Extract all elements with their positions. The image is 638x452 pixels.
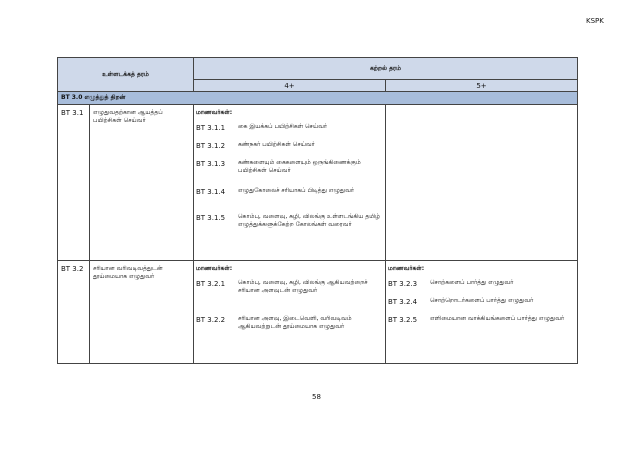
level-5-cell-empty	[386, 105, 578, 261]
content-standard-header: உள்ளடக்கத் தரம்	[58, 58, 194, 92]
item-code: BT 3.1.5	[196, 214, 226, 222]
list-item	[388, 279, 577, 297]
item-text: எளிமையான வாக்கியங்களைப் பார்த்து எழுதுவர்	[430, 315, 565, 322]
header-tag: KSPK	[586, 17, 604, 25]
list-item	[196, 213, 385, 229]
item-text: கை இயக்கப் பயிற்சிகள் செய்வர்	[238, 123, 328, 130]
row-description: எழுதுவதற்கான ஆயத்தப் பயிற்சிகள் செய்வர்	[90, 105, 194, 261]
item-text: எழுதுகோலைச் சரியாகப் பிடித்து எழுதுவர்	[238, 187, 354, 194]
item-text: கண்களையும் கைகளையும் ஒருங்கிணைக்கும் பயிற்சிகள் செய்வர்	[238, 159, 361, 174]
list-item	[196, 141, 385, 159]
item-code: BT 3.1.4	[196, 188, 226, 196]
page-number: 58	[312, 393, 321, 401]
list-item	[196, 123, 385, 141]
list-item	[196, 315, 385, 331]
learning-standard-header: கற்றல் தரம்	[194, 58, 578, 80]
item-code: BT 3.2.5	[388, 316, 418, 324]
section-title: BT 3.0 எழுத்துத் திறன்	[58, 92, 578, 105]
students-label: மாணவர்கள்:	[196, 265, 233, 272]
item-text: கொம்பு, வளைவு, சுழி, விலங்கு உள்ளடங்கிய தமிழ் எழுத்துக்களுக்கேற்ற கோலங்கள் வரைவர்	[238, 213, 380, 228]
item-code: BT 3.1.3	[196, 160, 226, 168]
list-item	[388, 315, 577, 324]
row-description: சரியான வரிவடிவத்துடன் தூய்மையாக எழுதுவர்	[90, 261, 194, 364]
item-code: BT 3.2.3	[388, 280, 418, 288]
item-code: BT 3.2.2	[196, 316, 226, 324]
students-label: மாணவர்கள்:	[388, 265, 425, 272]
level-5-header: 5+	[386, 80, 578, 92]
list-item	[388, 297, 577, 315]
item-text: கொம்பு, வளைவு, சுழி, விலங்கு ஆகியவற்றைச் சரியான அளவுடன் எழுதுவர்	[238, 279, 368, 294]
item-code: BT 3.1.1	[196, 124, 226, 132]
item-code: BT 3.1.2	[196, 142, 226, 150]
item-text: சரியான அளவு, இடைவெளி, வரிவடிவம் ஆகியவற்றுடன் தூய்மையாக எழுதுவர்	[238, 315, 352, 330]
item-text: சொற்றொடர்களைப் பார்த்து எழுதுவர்	[430, 297, 534, 304]
item-code: BT 3.2.4	[388, 298, 418, 306]
table-row	[58, 261, 578, 364]
list-item	[196, 279, 385, 315]
list-item	[196, 159, 385, 187]
students-label: மாணவர்கள்:	[196, 109, 233, 116]
item-text: கண்நகர் பயிற்சிகள் செய்வர்	[238, 141, 315, 148]
list-item	[196, 187, 385, 213]
level-5-cell	[386, 261, 578, 364]
item-code: BT 3.2.1	[196, 280, 226, 288]
row-code: BT 3.1	[58, 105, 90, 261]
table-row	[58, 105, 578, 261]
item-text: சொற்களைப் பார்த்து எழுதுவர்	[430, 279, 514, 286]
level-4-cell	[194, 105, 386, 261]
row-code: BT 3.2	[58, 261, 90, 364]
curriculum-table	[57, 57, 578, 364]
level-4-cell	[194, 261, 386, 364]
level-4-header: 4+	[194, 80, 386, 92]
